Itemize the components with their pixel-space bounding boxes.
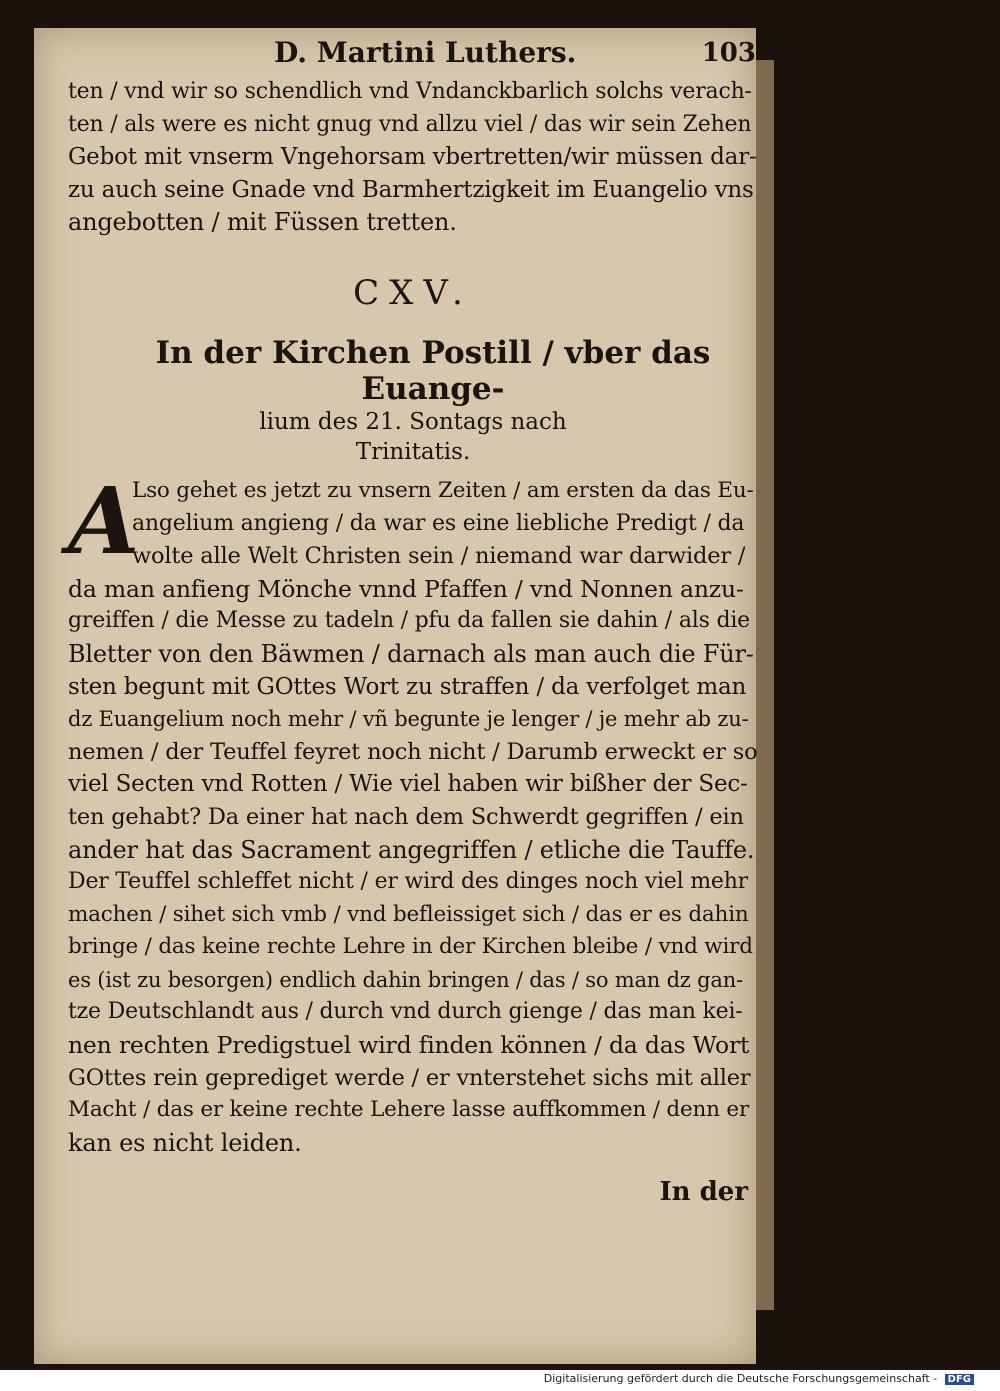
- text-line: wolte alle Welt Christen sein / niemand war darwider /: [132, 543, 746, 570]
- running-head: [68, 36, 758, 76]
- section-heading: In der Kirchen Postill / vber das Euange-: [155, 334, 711, 407]
- continuation-paragraph: [68, 76, 758, 239]
- section-heading-line2: lium des 21. Sontags nach: [259, 408, 567, 435]
- text-line: Gebot mit vnserm Vngehorsam vbertretten/wir müssen dar-: [68, 144, 757, 171]
- text-line: es (ist zu besorgen) endlich dahin bringen / das / so man dz gan-: [68, 967, 743, 992]
- text-line: kan es nicht leiden.: [68, 1128, 302, 1157]
- text-line: sten begunt mit GOttes Wort zu straffen / da verfolget man: [68, 673, 747, 700]
- body-paragraph: [68, 466, 758, 1159]
- page-text: [68, 36, 758, 1207]
- text-line: Der Teuffel schleffet nicht / er wird des dinges noch viel mehr: [68, 869, 748, 895]
- section-heading-line3: Trinitatis.: [355, 438, 471, 465]
- text-line: ten / vnd wir so schendlich vnd Vndanckbarlich solchs verach-: [68, 79, 752, 104]
- text-line: ander hat das Sacrament angegriffen / etliche die Tauffe.: [68, 835, 755, 864]
- text-line: viel Secten vnd Rotten / Wie viel haben wir bißher der Sec-: [68, 771, 748, 798]
- text-line: zu auch seine Gnade vnd Barmhertzigkeit im Euangelio vns: [68, 176, 754, 203]
- text-line: tze Deutschlandt aus / durch vnd durch gienge / das man kei-: [68, 999, 743, 1025]
- digitization-credit: [544, 1372, 974, 1385]
- text-line: greiffen / die Messe zu tadeln / pfu da fallen sie dahin / als die: [68, 608, 750, 634]
- text-line: machen / sihet sich vmb / vnd befleissiget sich / das er es dahin: [68, 901, 749, 927]
- text-line: Bletter von den Bäwmen / darnach als man auch die Für-: [68, 639, 754, 668]
- text-line: Macht / das er keine rechte Lehere lasse auffkommen / denn er: [68, 1097, 750, 1123]
- text-line: Lso gehet es jetzt zu vnsern Zeiten / am ersten da das Eu-: [132, 477, 754, 503]
- text-line: ten / als were es nicht gnug vnd allzu viel / das wir sein Zehen: [68, 111, 752, 137]
- text-line: nen rechten Predigstuel wird finden können / da das Wort: [68, 1031, 750, 1060]
- text-line: bringe / das keine rechte Lehre in der Kirchen bleibe / vnd wird: [68, 934, 753, 960]
- text-line: dz Euangelium noch mehr / vñ begunte je lenger / je mehr ab zu-: [68, 707, 749, 732]
- text-line: ten gehabt? Da einer hat nach dem Schwerdt gegriffen / ein: [68, 803, 744, 830]
- text-line: da man anfieng Mönche vnnd Pfaffen / vnd Nonnen anzu-: [68, 574, 744, 603]
- drop-cap: A: [68, 466, 140, 575]
- page-edge: [756, 60, 774, 1310]
- text-line: angelium angieng / da war es eine liebliche Predigt / da: [132, 510, 745, 536]
- catchword: In der: [659, 1177, 748, 1208]
- running-title: D. Martini Luthers.: [274, 36, 577, 69]
- dfg-logo: DFG: [945, 1374, 974, 1385]
- credit-text: Digitalisierung gefördert durch die Deutsche Forschungsgemeinschaft -: [543, 1372, 938, 1385]
- page-number: 103: [701, 38, 756, 68]
- text-line: nemen / der Teuffel feyret noch nicht / Darumb erweckt er so: [68, 738, 758, 765]
- text-line: GOttes rein geprediget werde / er vnterstehet sichs mit aller: [68, 1064, 751, 1091]
- text-line: angebotten / mit Füssen tretten.: [68, 208, 457, 237]
- section-number: CXV.: [353, 272, 473, 313]
